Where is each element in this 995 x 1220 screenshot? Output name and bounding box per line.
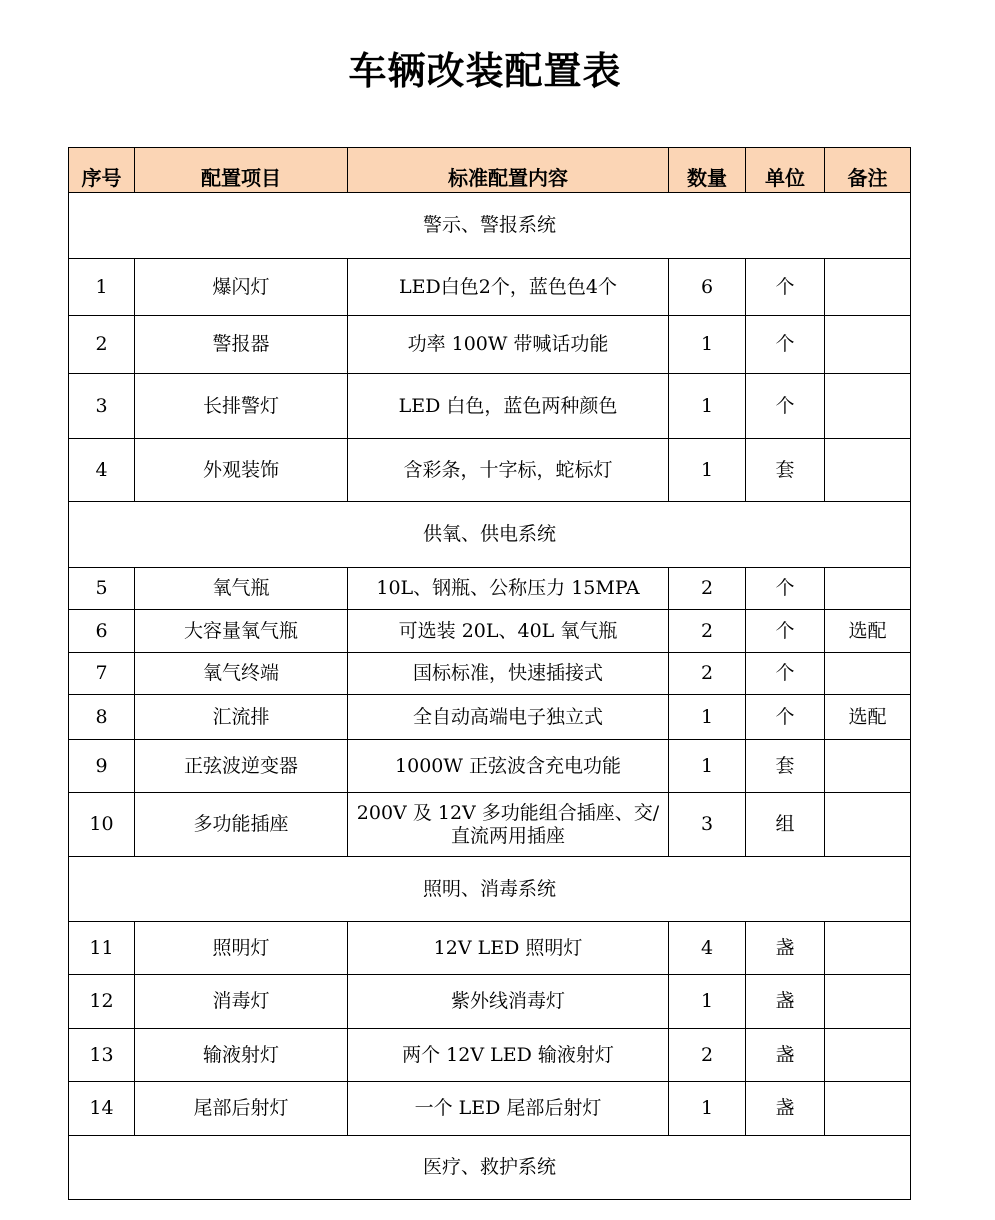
document-title: 车辆改装配置表 xyxy=(348,49,622,93)
header-item: 配置项目 xyxy=(135,148,348,193)
table-row xyxy=(69,793,911,857)
cell-item: 爆闪灯 xyxy=(135,259,348,316)
table-row xyxy=(69,695,911,740)
cell-no: 10 xyxy=(69,793,135,857)
cell-item: 氧气瓶 xyxy=(135,568,348,610)
cell-item: 消毒灯 xyxy=(135,975,348,1029)
cell-item: 输液射灯 xyxy=(135,1029,348,1082)
cell-qty: 2 xyxy=(669,568,746,610)
header-standard: 标准配置内容 xyxy=(348,148,669,193)
cell-unit: 个 xyxy=(746,316,825,374)
cell-standard: 两个 12V LED 输液射灯 xyxy=(348,1029,669,1082)
table-row xyxy=(69,975,911,1029)
cell-note xyxy=(825,793,911,857)
cell-note xyxy=(825,1082,911,1136)
header-note: 备注 xyxy=(825,148,911,193)
cell-unit: 个 xyxy=(746,568,825,610)
table-row xyxy=(69,740,911,793)
cell-note: 选配 xyxy=(825,610,911,653)
cell-unit: 套 xyxy=(746,439,825,502)
cell-qty: 2 xyxy=(669,610,746,653)
cell-note xyxy=(825,316,911,374)
cell-item: 外观装饰 xyxy=(135,439,348,502)
table-row xyxy=(69,316,911,374)
cell-no: 2 xyxy=(69,316,135,374)
cell-note xyxy=(825,374,911,439)
cell-item: 多功能插座 xyxy=(135,793,348,857)
cell-standard: LED白色2个，蓝色色4个 xyxy=(348,259,669,316)
section-row xyxy=(69,502,911,568)
cell-qty: 1 xyxy=(669,316,746,374)
cell-standard: 紫外线消毒灯 xyxy=(348,975,669,1029)
cell-note: 选配 xyxy=(825,695,911,740)
cell-no: 11 xyxy=(69,922,135,975)
table-row xyxy=(69,653,911,695)
cell-qty: 1 xyxy=(669,695,746,740)
cell-item: 照明灯 xyxy=(135,922,348,975)
section-row xyxy=(69,857,911,922)
configuration-table xyxy=(68,147,911,1200)
cell-note xyxy=(825,259,911,316)
cell-item: 大容量氧气瓶 xyxy=(135,610,348,653)
cell-unit: 套 xyxy=(746,740,825,793)
cell-standard: 国标标准，快速插接式 xyxy=(348,653,669,695)
cell-standard: 12V LED 照明灯 xyxy=(348,922,669,975)
cell-no: 7 xyxy=(69,653,135,695)
cell-standard: 功率 100W 带喊话功能 xyxy=(348,316,669,374)
table-row xyxy=(69,259,911,316)
cell-item: 氧气终端 xyxy=(135,653,348,695)
cell-item: 警报器 xyxy=(135,316,348,374)
section-title: 医疗、救护系统 xyxy=(69,1136,911,1200)
cell-note xyxy=(825,922,911,975)
header-no: 序号 xyxy=(69,148,135,193)
cell-no: 4 xyxy=(69,439,135,502)
header-unit: 单位 xyxy=(746,148,825,193)
section-title: 供氧、供电系统 xyxy=(69,502,911,568)
cell-qty: 6 xyxy=(669,259,746,316)
cell-item: 正弦波逆变器 xyxy=(135,740,348,793)
cell-standard: 1000W 正弦波含充电功能 xyxy=(348,740,669,793)
cell-qty: 2 xyxy=(669,653,746,695)
cell-qty: 2 xyxy=(669,1029,746,1082)
cell-standard: 全自动高端电子独立式 xyxy=(348,695,669,740)
cell-unit: 个 xyxy=(746,695,825,740)
table-row xyxy=(69,922,911,975)
cell-no: 9 xyxy=(69,740,135,793)
cell-no: 13 xyxy=(69,1029,135,1082)
cell-unit: 盏 xyxy=(746,922,825,975)
cell-item: 尾部后射灯 xyxy=(135,1082,348,1136)
cell-note xyxy=(825,740,911,793)
cell-no: 3 xyxy=(69,374,135,439)
cell-no: 1 xyxy=(69,259,135,316)
cell-note xyxy=(825,439,911,502)
cell-item: 汇流排 xyxy=(135,695,348,740)
cell-note xyxy=(825,653,911,695)
cell-qty: 1 xyxy=(669,1082,746,1136)
table-row xyxy=(69,610,911,653)
cell-no: 5 xyxy=(69,568,135,610)
section-title: 照明、消毒系统 xyxy=(69,857,911,922)
cell-no: 12 xyxy=(69,975,135,1029)
cell-no: 8 xyxy=(69,695,135,740)
table-row xyxy=(69,439,911,502)
cell-item: 长排警灯 xyxy=(135,374,348,439)
cell-unit: 个 xyxy=(746,374,825,439)
cell-qty: 4 xyxy=(669,922,746,975)
header-qty: 数量 xyxy=(669,148,746,193)
cell-unit: 个 xyxy=(746,610,825,653)
section-row xyxy=(69,1136,911,1200)
cell-standard: 200V 及 12V 多功能组合插座、交/直流两用插座 xyxy=(348,793,669,857)
table-row xyxy=(69,568,911,610)
cell-no: 6 xyxy=(69,610,135,653)
cell-unit: 盏 xyxy=(746,1029,825,1082)
section-row xyxy=(69,193,911,259)
cell-unit: 个 xyxy=(746,653,825,695)
cell-note xyxy=(825,975,911,1029)
section-title: 警示、警报系统 xyxy=(69,193,911,259)
cell-standard: 可选装 20L、40L 氧气瓶 xyxy=(348,610,669,653)
cell-qty: 3 xyxy=(669,793,746,857)
cell-qty: 1 xyxy=(669,975,746,1029)
cell-standard: 10L、钢瓶、公称压力 15MPA xyxy=(348,568,669,610)
cell-standard: 一个 LED 尾部后射灯 xyxy=(348,1082,669,1136)
cell-unit: 个 xyxy=(746,259,825,316)
cell-qty: 1 xyxy=(669,374,746,439)
cell-standard: LED 白色，蓝色两种颜色 xyxy=(348,374,669,439)
cell-standard: 含彩条，十字标，蛇标灯 xyxy=(348,439,669,502)
cell-unit: 组 xyxy=(746,793,825,857)
cell-note xyxy=(825,1029,911,1082)
cell-note xyxy=(825,568,911,610)
cell-unit: 盏 xyxy=(746,975,825,1029)
table-row xyxy=(69,374,911,439)
table-row xyxy=(69,1029,911,1082)
header-row xyxy=(69,148,911,193)
cell-qty: 1 xyxy=(669,740,746,793)
table-row xyxy=(69,1082,911,1136)
cell-no: 14 xyxy=(69,1082,135,1136)
cell-qty: 1 xyxy=(669,439,746,502)
cell-unit: 盏 xyxy=(746,1082,825,1136)
